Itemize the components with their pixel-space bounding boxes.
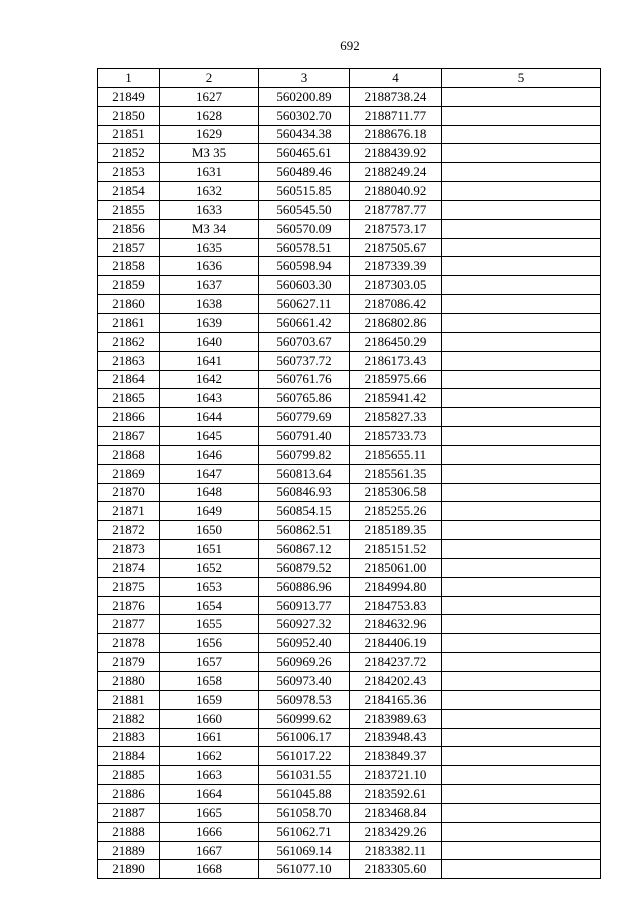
table-row [98, 785, 601, 804]
table-cell-col-5 [442, 502, 601, 521]
table-cell-col-3: 560867.12 [259, 540, 350, 559]
table-cell-col-4: 2185733.73 [350, 427, 442, 446]
table-cell-col-2: 1643 [160, 389, 259, 408]
table-cell-col-4: 2186450.29 [350, 332, 442, 351]
table-cell-col-4: 2188676.18 [350, 125, 442, 144]
table-cell-col-5 [442, 464, 601, 483]
table-row [98, 238, 601, 257]
table-cell-col-3: 561006.17 [259, 728, 350, 747]
table-cell-col-1: 21853 [98, 163, 160, 182]
table-cell-col-3: 560737.72 [259, 351, 350, 370]
table-cell-col-4: 2187573.17 [350, 219, 442, 238]
table-cell-col-5 [442, 219, 601, 238]
table-cell-col-3: 560515.85 [259, 182, 350, 201]
table-row [98, 653, 601, 672]
table-cell-col-3: 560791.40 [259, 427, 350, 446]
table-cell-col-1: 21864 [98, 370, 160, 389]
table-cell-col-4: 2187339.39 [350, 257, 442, 276]
table-cell-col-5 [442, 672, 601, 691]
table-cell-col-5 [442, 87, 601, 106]
table-cell-col-5 [442, 785, 601, 804]
table-cell-col-1: 21889 [98, 841, 160, 860]
table-row [98, 464, 601, 483]
table-cell-col-2: 1639 [160, 313, 259, 332]
table-cell-col-2: 1651 [160, 540, 259, 559]
table-cell-col-3: 560879.52 [259, 558, 350, 577]
table-cell-col-1: 21865 [98, 389, 160, 408]
table-cell-col-5 [442, 766, 601, 785]
table-cell-col-2: 1654 [160, 596, 259, 615]
table-cell-col-3: 560927.32 [259, 615, 350, 634]
table-cell-col-5 [442, 313, 601, 332]
table-cell-col-3: 560862.51 [259, 521, 350, 540]
table-cell-col-4: 2185827.33 [350, 408, 442, 427]
table-row [98, 690, 601, 709]
table-cell-col-3: 560952.40 [259, 634, 350, 653]
table-cell-col-4: 2183849.37 [350, 747, 442, 766]
table-cell-col-1: 21863 [98, 351, 160, 370]
table-cell-col-1: 21862 [98, 332, 160, 351]
table-cell-col-2: 1658 [160, 672, 259, 691]
table-cell-col-1: 21866 [98, 408, 160, 427]
table-cell-col-5 [442, 389, 601, 408]
table-cell-col-2: 1647 [160, 464, 259, 483]
table-cell-col-4: 2186802.86 [350, 313, 442, 332]
table-row [98, 860, 601, 879]
table-cell-col-4: 2185189.35 [350, 521, 442, 540]
table-row [98, 370, 601, 389]
table-row [98, 596, 601, 615]
table-cell-col-3: 560761.76 [259, 370, 350, 389]
table-cell-col-4: 2188439.92 [350, 144, 442, 163]
table-cell-col-5 [442, 332, 601, 351]
table-cell-col-4: 2183948.43 [350, 728, 442, 747]
table-cell-col-5 [442, 106, 601, 125]
table-cell-col-1: 21868 [98, 445, 160, 464]
table-cell-col-1: 21850 [98, 106, 160, 125]
table-cell-col-5 [442, 125, 601, 144]
table-cell-col-5 [442, 257, 601, 276]
table-row [98, 841, 601, 860]
column-header-3: 3 [259, 69, 350, 88]
table-cell-col-2: 1650 [160, 521, 259, 540]
table-row [98, 182, 601, 201]
table-cell-col-3: 560779.69 [259, 408, 350, 427]
table-cell-col-1: 21888 [98, 822, 160, 841]
table-row [98, 445, 601, 464]
table-row [98, 709, 601, 728]
table-cell-col-1: 21859 [98, 276, 160, 295]
table-cell-col-3: 560598.94 [259, 257, 350, 276]
table-cell-col-3: 560913.77 [259, 596, 350, 615]
table-cell-col-1: 21855 [98, 200, 160, 219]
table-row [98, 483, 601, 502]
table-cell-col-2: 1632 [160, 182, 259, 201]
table-row [98, 634, 601, 653]
table-cell-col-1: 21858 [98, 257, 160, 276]
table-cell-col-4: 2185975.66 [350, 370, 442, 389]
table-cell-col-5 [442, 370, 601, 389]
table-cell-col-5 [442, 822, 601, 841]
table-cell-col-5 [442, 351, 601, 370]
table-cell-col-2: 1628 [160, 106, 259, 125]
table-body [98, 87, 601, 878]
table-cell-col-4: 2185561.35 [350, 464, 442, 483]
table-row [98, 200, 601, 219]
table-cell-col-3: 560570.09 [259, 219, 350, 238]
table-cell-col-4: 2185151.52 [350, 540, 442, 559]
table-cell-col-5 [442, 841, 601, 860]
table-cell-col-4: 2184202.43 [350, 672, 442, 691]
table-cell-col-2: 1640 [160, 332, 259, 351]
table-cell-col-2: 1663 [160, 766, 259, 785]
table-cell-col-3: 561045.88 [259, 785, 350, 804]
table-cell-col-1: 21860 [98, 295, 160, 314]
table-cell-col-5 [442, 182, 601, 201]
table-cell-col-2: 1659 [160, 690, 259, 709]
table-cell-col-3: 561062.71 [259, 822, 350, 841]
column-header-4: 4 [350, 69, 442, 88]
table-cell-col-4: 2184753.83 [350, 596, 442, 615]
table-cell-col-5 [442, 577, 601, 596]
table-cell-col-4: 2184994.80 [350, 577, 442, 596]
table-cell-col-4: 2185941.42 [350, 389, 442, 408]
table-cell-col-5 [442, 653, 601, 672]
table-row [98, 313, 601, 332]
table-cell-col-2: 1666 [160, 822, 259, 841]
table-cell-col-3: 561058.70 [259, 803, 350, 822]
table-cell-col-5 [442, 615, 601, 634]
table-cell-col-5 [442, 521, 601, 540]
table-row [98, 87, 601, 106]
table-cell-col-1: 21870 [98, 483, 160, 502]
table-cell-col-5 [442, 163, 601, 182]
table-row [98, 257, 601, 276]
table-cell-col-4: 2187787.77 [350, 200, 442, 219]
table-cell-col-3: 561069.14 [259, 841, 350, 860]
table-cell-col-2: 1627 [160, 87, 259, 106]
table-cell-col-4: 2184406.19 [350, 634, 442, 653]
table-cell-col-5 [442, 144, 601, 163]
table-cell-col-5 [442, 483, 601, 502]
table-row [98, 389, 601, 408]
table-row [98, 332, 601, 351]
table-cell-col-1: 21856 [98, 219, 160, 238]
table-cell-col-1: 21877 [98, 615, 160, 634]
table-cell-col-1: 21872 [98, 521, 160, 540]
table-cell-col-2: 1662 [160, 747, 259, 766]
table-row [98, 276, 601, 295]
table-cell-col-2: 1644 [160, 408, 259, 427]
table-cell-col-1: 21887 [98, 803, 160, 822]
table-cell-col-1: 21881 [98, 690, 160, 709]
table-cell-col-2: 1661 [160, 728, 259, 747]
table-cell-col-5 [442, 540, 601, 559]
table-cell-col-4: 2187303.05 [350, 276, 442, 295]
table-cell-col-2: 1653 [160, 577, 259, 596]
table-cell-col-2: МЗ 34 [160, 219, 259, 238]
table-cell-col-3: 560846.93 [259, 483, 350, 502]
table-cell-col-1: 21886 [98, 785, 160, 804]
table-cell-col-3: 560799.82 [259, 445, 350, 464]
table-cell-col-4: 2183305.60 [350, 860, 442, 879]
table-cell-col-2: 1660 [160, 709, 259, 728]
table-cell-col-3: 560765.86 [259, 389, 350, 408]
table-row [98, 747, 601, 766]
table-cell-col-3: 560627.11 [259, 295, 350, 314]
table-cell-col-3: 560703.67 [259, 332, 350, 351]
table-row [98, 728, 601, 747]
table-cell-col-3: 560200.89 [259, 87, 350, 106]
table-cell-col-2: 1655 [160, 615, 259, 634]
table-cell-col-4: 2183382.11 [350, 841, 442, 860]
table-row [98, 577, 601, 596]
table-row [98, 408, 601, 427]
table-cell-col-1: 21876 [98, 596, 160, 615]
table-cell-col-2: 1642 [160, 370, 259, 389]
table-cell-col-1: 21882 [98, 709, 160, 728]
table-cell-col-2: 1636 [160, 257, 259, 276]
table-row [98, 558, 601, 577]
table-cell-col-3: 560999.62 [259, 709, 350, 728]
table-cell-col-4: 2183989.63 [350, 709, 442, 728]
table-cell-col-1: 21854 [98, 182, 160, 201]
table-row [98, 144, 601, 163]
table-cell-col-4: 2184237.72 [350, 653, 442, 672]
table-cell-col-4: 2188738.24 [350, 87, 442, 106]
table-cell-col-3: 560854.15 [259, 502, 350, 521]
table-cell-col-3: 560302.70 [259, 106, 350, 125]
table-cell-col-2: 1633 [160, 200, 259, 219]
table-cell-col-5 [442, 728, 601, 747]
table-row [98, 540, 601, 559]
table-cell-col-4: 2186173.43 [350, 351, 442, 370]
table-cell-col-5 [442, 427, 601, 446]
table-header-row [98, 69, 601, 88]
table-cell-col-5 [442, 860, 601, 879]
table-cell-col-1: 21874 [98, 558, 160, 577]
table-cell-col-3: 560434.38 [259, 125, 350, 144]
table-cell-col-2: 1631 [160, 163, 259, 182]
table-cell-col-4: 2185655.11 [350, 445, 442, 464]
table-cell-col-4: 2185061.00 [350, 558, 442, 577]
table-cell-col-1: 21857 [98, 238, 160, 257]
table-cell-col-4: 2188711.77 [350, 106, 442, 125]
table-cell-col-4: 2188040.92 [350, 182, 442, 201]
table-cell-col-4: 2183721.10 [350, 766, 442, 785]
table-cell-col-2: 1641 [160, 351, 259, 370]
table-cell-col-1: 21852 [98, 144, 160, 163]
table-row [98, 672, 601, 691]
table-cell-col-3: 560813.64 [259, 464, 350, 483]
table-cell-col-2: МЗ 35 [160, 144, 259, 163]
table-row [98, 351, 601, 370]
table-row [98, 502, 601, 521]
table-row [98, 219, 601, 238]
table-cell-col-3: 560465.61 [259, 144, 350, 163]
table-row [98, 822, 601, 841]
table-row [98, 615, 601, 634]
table-cell-col-3: 560545.50 [259, 200, 350, 219]
table-cell-col-1: 21873 [98, 540, 160, 559]
table-cell-col-3: 560973.40 [259, 672, 350, 691]
table-cell-col-5 [442, 690, 601, 709]
coordinates-table [97, 68, 601, 879]
table-cell-col-2: 1664 [160, 785, 259, 804]
table-cell-col-4: 2184632.96 [350, 615, 442, 634]
table-cell-col-4: 2187505.67 [350, 238, 442, 257]
table-cell-col-5 [442, 276, 601, 295]
table-cell-col-2: 1648 [160, 483, 259, 502]
table-cell-col-2: 1637 [160, 276, 259, 295]
table-cell-col-5 [442, 596, 601, 615]
table-cell-col-3: 560578.51 [259, 238, 350, 257]
table-row [98, 106, 601, 125]
table-cell-col-5 [442, 747, 601, 766]
table-cell-col-1: 21890 [98, 860, 160, 879]
table-row [98, 766, 601, 785]
table-cell-col-1: 21875 [98, 577, 160, 596]
table-cell-col-3: 560603.30 [259, 276, 350, 295]
table-cell-col-5 [442, 709, 601, 728]
column-header-5: 5 [442, 69, 601, 88]
table-cell-col-2: 1665 [160, 803, 259, 822]
table-cell-col-5 [442, 200, 601, 219]
table-cell-col-2: 1668 [160, 860, 259, 879]
table-cell-col-4: 2183468.84 [350, 803, 442, 822]
table-cell-col-1: 21878 [98, 634, 160, 653]
table-cell-col-4: 2188249.24 [350, 163, 442, 182]
table-cell-col-3: 560886.96 [259, 577, 350, 596]
table-cell-col-3: 561077.10 [259, 860, 350, 879]
table-cell-col-5 [442, 803, 601, 822]
table-cell-col-1: 21867 [98, 427, 160, 446]
table-cell-col-5 [442, 238, 601, 257]
table-cell-col-3: 560489.46 [259, 163, 350, 182]
table-cell-col-2: 1649 [160, 502, 259, 521]
table-cell-col-1: 21883 [98, 728, 160, 747]
table-cell-col-3: 560661.42 [259, 313, 350, 332]
column-header-1: 1 [98, 69, 160, 88]
table-cell-col-3: 561031.55 [259, 766, 350, 785]
table-row [98, 521, 601, 540]
table-row [98, 427, 601, 446]
table-cell-col-5 [442, 634, 601, 653]
table-cell-col-5 [442, 295, 601, 314]
table-cell-col-2: 1652 [160, 558, 259, 577]
table-row [98, 163, 601, 182]
table-cell-col-2: 1656 [160, 634, 259, 653]
table-cell-col-3: 561017.22 [259, 747, 350, 766]
table-cell-col-1: 21849 [98, 87, 160, 106]
table-cell-col-1: 21851 [98, 125, 160, 144]
table-cell-col-1: 21885 [98, 766, 160, 785]
table-cell-col-1: 21861 [98, 313, 160, 332]
table-cell-col-5 [442, 445, 601, 464]
table-cell-col-4: 2183592.61 [350, 785, 442, 804]
table-cell-col-4: 2184165.36 [350, 690, 442, 709]
table-cell-col-2: 1629 [160, 125, 259, 144]
page-number: 692 [340, 38, 360, 53]
table-row [98, 125, 601, 144]
table-cell-col-2: 1638 [160, 295, 259, 314]
table-cell-col-1: 21879 [98, 653, 160, 672]
table-cell-col-2: 1635 [160, 238, 259, 257]
table-cell-col-2: 1667 [160, 841, 259, 860]
table-row [98, 295, 601, 314]
table-cell-col-5 [442, 558, 601, 577]
table-row [98, 803, 601, 822]
table-cell-col-1: 21871 [98, 502, 160, 521]
table-cell-col-4: 2185306.58 [350, 483, 442, 502]
table-cell-col-4: 2187086.42 [350, 295, 442, 314]
table-cell-col-1: 21869 [98, 464, 160, 483]
table-cell-col-1: 21880 [98, 672, 160, 691]
table-cell-col-5 [442, 408, 601, 427]
table-cell-col-4: 2183429.26 [350, 822, 442, 841]
table-cell-col-2: 1645 [160, 427, 259, 446]
table-cell-col-3: 560969.26 [259, 653, 350, 672]
table-cell-col-2: 1657 [160, 653, 259, 672]
table-cell-col-1: 21884 [98, 747, 160, 766]
column-header-2: 2 [160, 69, 259, 88]
table-cell-col-2: 1646 [160, 445, 259, 464]
table-cell-col-3: 560978.53 [259, 690, 350, 709]
table-cell-col-4: 2185255.26 [350, 502, 442, 521]
